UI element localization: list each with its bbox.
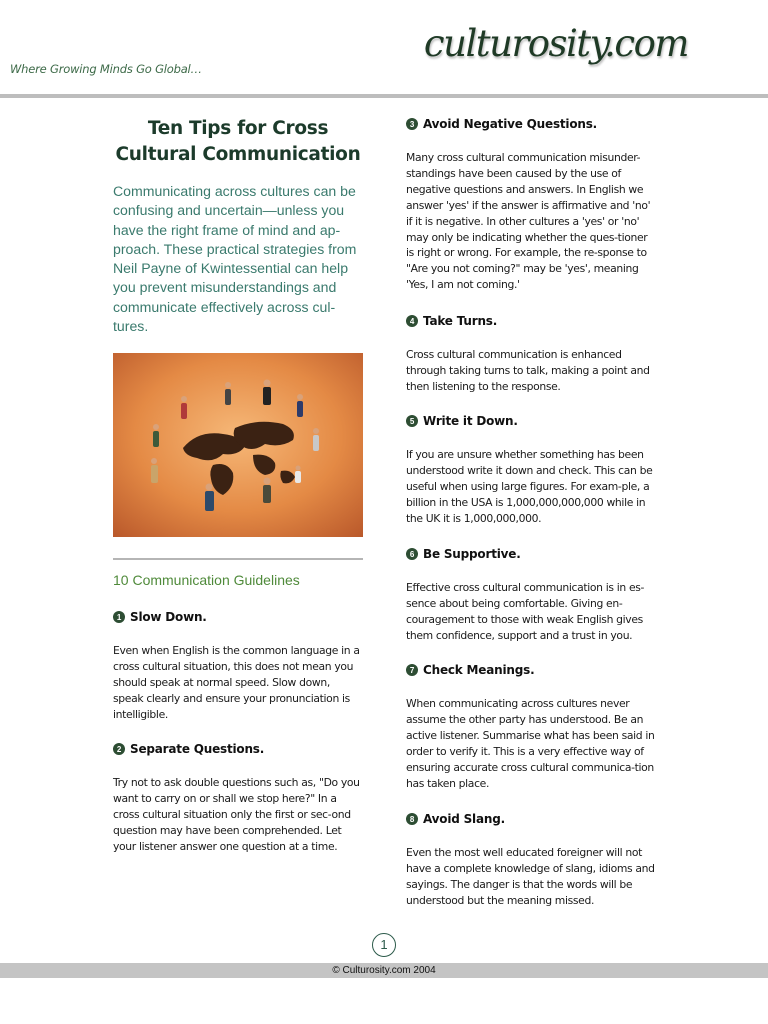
tip-heading bbox=[406, 414, 656, 428]
tip-heading bbox=[113, 742, 363, 756]
article-intro: Communicating across cultures can be confusing and uncertain—unless you have the right frame of mind and ap-proach. These practical strategies from Neil Payne of Kwintessential can help you prevent misunderstandings and communicate effectively across cul-tures. bbox=[113, 183, 357, 335]
section-divider bbox=[113, 558, 363, 560]
tip-body: If you are unsure whether something has been understood write it down and check. This can be useful when using large figures. For exam-ple, a billion in the USA is 1,000,000,000,000 while in the UK it is 1,000,000,000. bbox=[406, 448, 653, 525]
tip-title: Write it Down. bbox=[423, 414, 518, 428]
tip-title: Separate Questions. bbox=[130, 742, 265, 756]
tip-number-icon: 3 bbox=[406, 118, 418, 130]
footer-copyright: © Culturosity.com 2004 bbox=[0, 963, 768, 978]
tip-heading bbox=[406, 547, 656, 561]
tip-2 bbox=[113, 742, 363, 855]
page-header bbox=[0, 0, 768, 96]
page-number: 1 bbox=[372, 933, 396, 957]
tip-heading bbox=[406, 117, 656, 131]
header-rule bbox=[0, 94, 768, 98]
tip-number-icon: 5 bbox=[406, 415, 418, 427]
tip-body: Many cross cultural communication misunder-standings have been caused by the use of negative questions and answers. In English we answer 'yes' if the answer is affirmative and 'no' if it is negative. In other cultures a 'yes' or 'no' may only be indicating whether the ques-tioner is right or wrong. For example, the re-sponse to "Are you not coming?" may be 'yes', meaning 'Yes, I am not coming.' bbox=[406, 151, 651, 292]
tip-body: Even when English is the common language in a cross cultural situation, this does not mean you should speak at normal speed. Slow down, speak clearly and ensure your pronunciation is intelligible. bbox=[113, 644, 360, 721]
tip-number-icon: 7 bbox=[406, 664, 418, 676]
tip-number-icon: 1 bbox=[113, 611, 125, 623]
tip-number-icon: 6 bbox=[406, 548, 418, 560]
site-logo[interactable]: culturosity.com bbox=[423, 22, 688, 65]
tip-heading bbox=[406, 314, 656, 328]
tip-number-icon: 2 bbox=[113, 743, 125, 755]
article-title: Ten Tips for Cross Cultural Communication bbox=[115, 118, 361, 165]
tip-7 bbox=[406, 663, 656, 791]
tip-title: Check Meanings. bbox=[423, 663, 535, 677]
tip-heading bbox=[113, 610, 363, 624]
tip-1 bbox=[113, 610, 363, 723]
tip-3 bbox=[406, 117, 656, 293]
tip-number-icon: 8 bbox=[406, 813, 418, 825]
tip-title: Avoid Negative Questions. bbox=[423, 117, 598, 131]
tip-body: Try not to ask double questions such as, "Do you want to carry on or shall we stop here?" In a cross cultural situation only the first or sec-ond question may have been comprehended. Let your listener answer one question at a time. bbox=[113, 776, 360, 853]
tip-8 bbox=[406, 812, 656, 909]
tagline: Where Growing Minds Go Global… bbox=[10, 62, 202, 76]
tip-body: Effective cross cultural communication is in es-sence about being comfortable. Giving en-couragement to those with weak English gives them confidence, support and a trust in you. bbox=[406, 581, 645, 642]
tip-number-icon: 4 bbox=[406, 315, 418, 327]
tip-title: Be Supportive. bbox=[423, 547, 521, 561]
tip-body: Cross cultural communication is enhanced through taking turns to talk, making a point and then listening to the response. bbox=[406, 348, 650, 393]
tip-4 bbox=[406, 314, 656, 395]
tip-title: Take Turns. bbox=[423, 314, 498, 328]
tip-body: Even the most well educated foreigner will not have a complete knowledge of slang, idioms and sayings. The danger is that the words will be understood but the meaning missed. bbox=[406, 846, 655, 907]
tip-5 bbox=[406, 414, 656, 527]
tip-heading bbox=[406, 663, 656, 677]
left-column bbox=[113, 116, 363, 336]
tip-body: When communicating across cultures never assume the other party has understood. Be an active listener. Summarise what has been said in order to verify it. This is a very effective way of ensuring accurate cross cultural communica-tion has taken place. bbox=[406, 697, 655, 790]
tip-title: Avoid Slang. bbox=[423, 812, 505, 826]
tip-6 bbox=[406, 547, 656, 644]
world-map-people-image bbox=[113, 353, 363, 537]
tip-heading bbox=[406, 812, 656, 826]
guidelines-heading: 10 Communication Guidelines bbox=[113, 572, 300, 588]
tip-title: Slow Down. bbox=[130, 610, 207, 624]
